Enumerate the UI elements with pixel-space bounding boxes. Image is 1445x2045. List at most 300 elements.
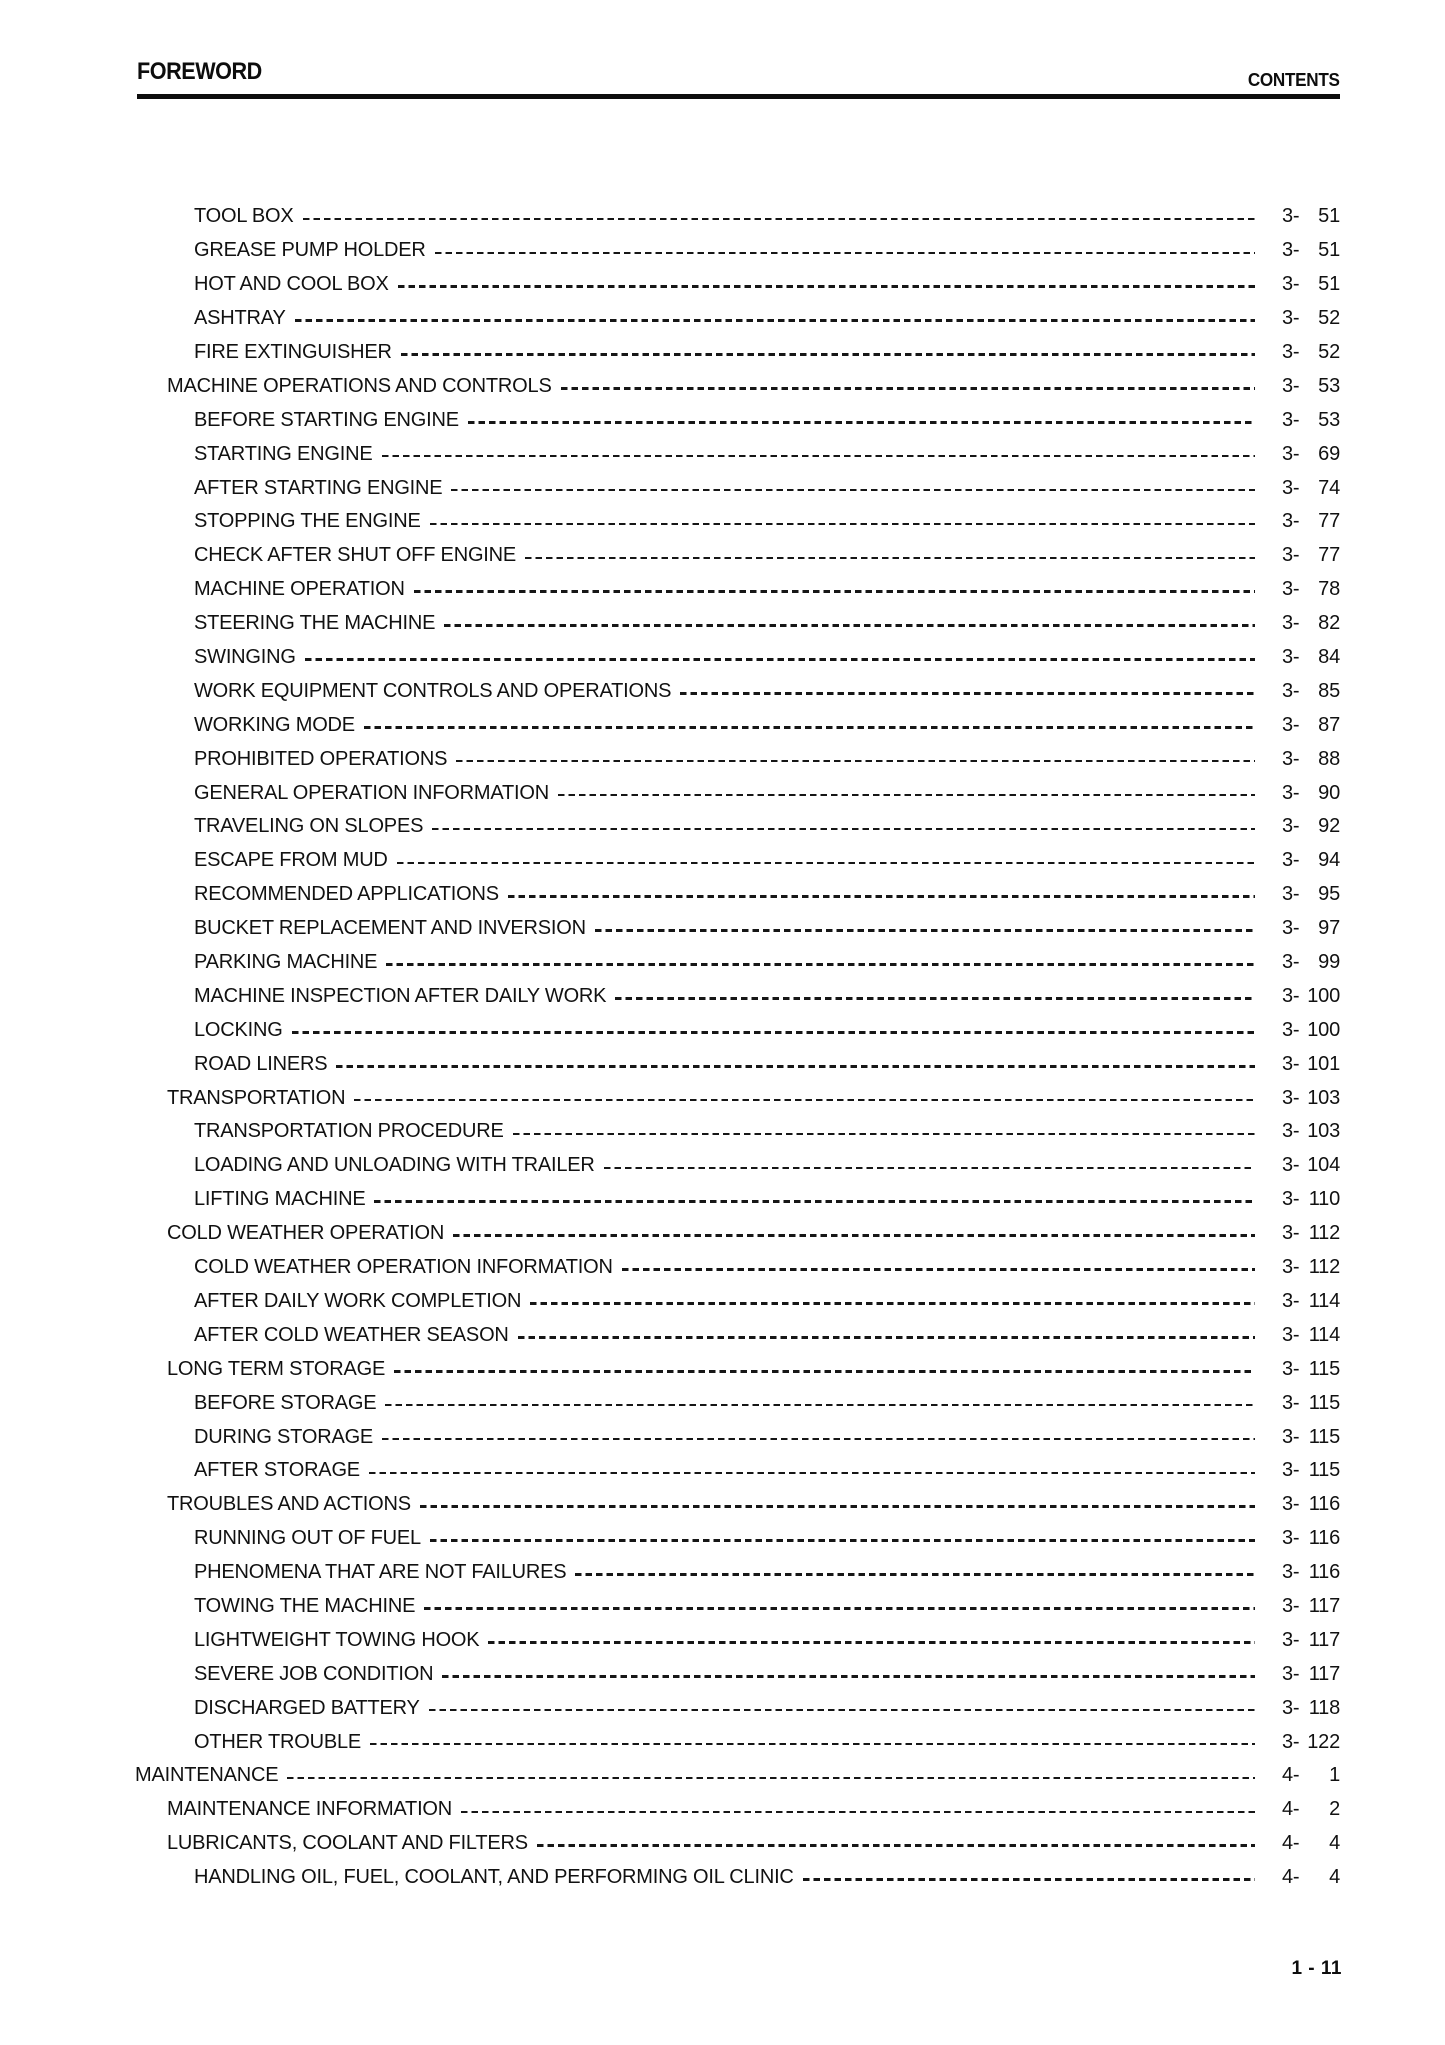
- chapter-prefix: 3-: [1282, 1628, 1300, 1651]
- toc-entry-page-reference: [1282, 1324, 1340, 1347]
- page-value: 77: [1318, 544, 1340, 567]
- page-value: 110: [1308, 1188, 1340, 1211]
- dashed-leader: [374, 1200, 1255, 1203]
- chapter-prefix: 3-: [1282, 307, 1300, 330]
- toc-entry-page-reference: [1282, 1256, 1340, 1279]
- toc-entry-page-reference: [1282, 273, 1340, 296]
- chapter-prefix: 3-: [1282, 1052, 1300, 1075]
- toc-entry-page-reference: [1282, 748, 1340, 771]
- chapter-prefix: 3-: [1282, 273, 1300, 296]
- toc-entry-title: SEVERE JOB CONDITION: [194, 1662, 434, 1685]
- toc-entry-title: TOWING THE MACHINE: [194, 1594, 416, 1617]
- toc-entry-title: HOT AND COOL BOX: [194, 273, 389, 296]
- dashed-leader: [292, 1031, 1255, 1034]
- toc-entry-page-reference: [1282, 1527, 1340, 1550]
- chapter-prefix: 3-: [1282, 510, 1300, 533]
- toc-entry-page-reference: [1282, 544, 1340, 567]
- toc-entry-page-reference: [1282, 849, 1340, 872]
- toc-entry: [135, 674, 1340, 708]
- chapter-prefix: 3-: [1282, 341, 1300, 363]
- chapter-prefix: 3-: [1282, 1120, 1300, 1143]
- toc-entry: [135, 573, 1340, 607]
- page-value: 78: [1318, 578, 1340, 601]
- toc-entry-page-reference: [1282, 1087, 1340, 1110]
- toc-entry: [135, 268, 1340, 302]
- toc-entry-page-reference: [1282, 951, 1340, 974]
- toc-entry-page-reference: [1282, 1188, 1340, 1211]
- chapter-prefix: 3-: [1282, 781, 1300, 804]
- page-value: 112: [1308, 1256, 1340, 1279]
- toc-entry-page-reference: [1282, 985, 1340, 1008]
- dashed-leader: [803, 1878, 1255, 1881]
- toc-entry: [135, 1081, 1340, 1115]
- page-value: 88: [1318, 747, 1340, 770]
- toc-entry-page-reference: [1282, 1290, 1340, 1313]
- toc-entry-title: TRANSPORTATION: [167, 1086, 346, 1109]
- toc-entry-page-reference: [1282, 477, 1340, 500]
- dashed-leader: [369, 1472, 1255, 1475]
- dashed-leader: [453, 1234, 1255, 1237]
- page-value: 90: [1318, 781, 1340, 804]
- toc-entry: [135, 946, 1340, 980]
- dashed-leader: [401, 353, 1255, 356]
- chapter-prefix: 3-: [1282, 1323, 1300, 1346]
- toc-entry-title: LONG TERM STORAGE: [167, 1357, 386, 1380]
- page-value: 85: [1318, 679, 1340, 702]
- dashed-leader: [354, 1099, 1255, 1102]
- dashed-leader: [513, 1133, 1255, 1136]
- toc-entry-page-reference: [1282, 714, 1340, 737]
- toc-entry: [135, 1047, 1340, 1081]
- page-value: 87: [1318, 713, 1340, 736]
- chapter-prefix: 3-: [1282, 239, 1300, 262]
- toc-entry-title: BEFORE STORAGE: [194, 1391, 377, 1414]
- toc-entry-page-reference: [1282, 1053, 1340, 1076]
- dashed-leader: [595, 929, 1255, 932]
- chapter-prefix: 3-: [1282, 408, 1300, 431]
- toc-entry: [135, 1217, 1340, 1251]
- page-value: 97: [1318, 917, 1340, 940]
- toc-entry: [135, 844, 1340, 878]
- page-value: 116: [1308, 1493, 1340, 1516]
- toc-entry-title: TRANSPORTATION PROCEDURE: [194, 1120, 504, 1143]
- page-value: 74: [1318, 476, 1340, 499]
- chapter-prefix: 3-: [1282, 612, 1300, 635]
- toc-entry-page-reference: [1282, 443, 1340, 466]
- toc-entry-page-reference: [1282, 239, 1340, 262]
- toc-entry: [135, 1318, 1340, 1352]
- toc-entry: [135, 1013, 1340, 1047]
- toc-entry-title: ROAD LINERS: [194, 1052, 328, 1075]
- toc-entry-title: HANDLING OIL, FUEL, COOLANT, AND PERFORMING OIL CLINIC: [194, 1866, 794, 1889]
- dashed-leader: [364, 726, 1255, 729]
- toc-entry: [135, 1623, 1340, 1657]
- page-value: 1: [1329, 1764, 1340, 1787]
- page-value: 2: [1329, 1798, 1340, 1821]
- dashed-leader: [432, 828, 1255, 831]
- page-value: 117: [1308, 1594, 1340, 1617]
- chapter-prefix: 3-: [1282, 442, 1300, 465]
- chapter-prefix: 3-: [1282, 713, 1300, 736]
- page-value: 112: [1308, 1222, 1340, 1245]
- toc-entry-title: ASHTRAY: [194, 307, 286, 330]
- dashed-leader: [382, 455, 1255, 458]
- page-value: 4: [1329, 1832, 1340, 1855]
- toc-entry-page-reference: [1282, 1663, 1340, 1686]
- toc-entry-page-reference: [1282, 612, 1340, 635]
- page-value: 103: [1307, 1086, 1340, 1109]
- toc-entry-title: STARTING ENGINE: [194, 442, 373, 465]
- dashed-leader: [680, 692, 1255, 695]
- dashed-leader: [604, 1167, 1255, 1170]
- page-value: 99: [1318, 951, 1340, 974]
- dashed-leader: [382, 1438, 1255, 1441]
- toc-entry: [135, 505, 1340, 539]
- dashed-leader: [451, 489, 1255, 492]
- dashed-leader: [386, 963, 1255, 966]
- toc-entry-title: SWINGING: [194, 646, 296, 669]
- chapter-prefix: 4-: [1282, 1798, 1300, 1821]
- dashed-leader: [537, 1844, 1255, 1847]
- page-value: 103: [1307, 1120, 1340, 1143]
- toc-entry-page-reference: [1282, 1764, 1340, 1787]
- toc-entry-title: COLD WEATHER OPERATION INFORMATION: [194, 1256, 613, 1279]
- toc-entry-page-reference: [1282, 375, 1340, 398]
- toc-entry: [135, 302, 1340, 336]
- toc-entry: [135, 1488, 1340, 1522]
- page-value: 101: [1307, 1052, 1340, 1075]
- chapter-prefix: 3-: [1282, 646, 1300, 669]
- toc-entry: [135, 607, 1340, 641]
- toc-entry-title: ESCAPE FROM MUD: [194, 849, 388, 872]
- toc-entry-title: GENERAL OPERATION INFORMATION: [194, 781, 549, 804]
- toc-entry-page-reference: [1282, 1222, 1340, 1245]
- page-value: 118: [1308, 1696, 1340, 1719]
- toc-entry-title: COLD WEATHER OPERATION: [167, 1222, 445, 1245]
- dashed-leader: [435, 252, 1255, 255]
- page-value: 69: [1318, 442, 1340, 465]
- dashed-leader: [385, 1404, 1255, 1407]
- toc-entry: [135, 1759, 1340, 1793]
- toc-entry: [135, 1657, 1340, 1691]
- page-value: 92: [1318, 815, 1340, 838]
- page-value: 104: [1307, 1154, 1340, 1177]
- toc-entry-page-reference: [1282, 782, 1340, 805]
- toc-entry: [135, 742, 1340, 776]
- toc-entry: [135, 1793, 1340, 1827]
- toc-entry: [135, 1115, 1340, 1149]
- toc-entry-title: LIGHTWEIGHT TOWING HOOK: [194, 1628, 480, 1651]
- chapter-prefix: 3-: [1282, 1696, 1300, 1719]
- toc-entry-title: BEFORE STARTING ENGINE: [194, 408, 459, 431]
- chapter-prefix: 3-: [1282, 1594, 1300, 1617]
- page-value: 53: [1318, 374, 1340, 397]
- toc-entry: [135, 1691, 1340, 1725]
- toc-entry: [135, 979, 1340, 1013]
- toc-entry-title: PROHIBITED OPERATIONS: [194, 747, 448, 770]
- dashed-leader: [303, 218, 1255, 221]
- dashed-leader: [468, 421, 1255, 424]
- page-value: 115: [1308, 1459, 1340, 1482]
- chapter-prefix: 3-: [1282, 1188, 1300, 1211]
- toc-entry-title: STEERING THE MACHINE: [194, 612, 436, 635]
- dashed-leader: [424, 1607, 1255, 1610]
- dashed-leader: [456, 760, 1255, 763]
- chapter-prefix: 3-: [1282, 544, 1300, 567]
- toc-entry: [135, 1420, 1340, 1454]
- toc-entry-title: MAINTENANCE: [135, 1764, 279, 1787]
- toc-entry: [135, 776, 1340, 810]
- toc-entry-title: AFTER STARTING ENGINE: [194, 476, 443, 499]
- page-value: 122: [1307, 1730, 1340, 1753]
- toc-entry-title: OTHER TROUBLE: [194, 1730, 362, 1753]
- toc-entry-page-reference: [1282, 341, 1340, 364]
- toc-entry-title: LUBRICANTS, COOLANT AND FILTERS: [167, 1832, 528, 1855]
- dashed-leader: [508, 895, 1255, 898]
- page-value: 117: [1308, 1628, 1340, 1651]
- toc-entry: [135, 810, 1340, 844]
- page-value: 95: [1318, 883, 1340, 906]
- chapter-prefix: 3-: [1282, 476, 1300, 499]
- dashed-leader: [488, 1641, 1255, 1644]
- chapter-prefix: 4-: [1282, 1866, 1300, 1889]
- page-value: 51: [1318, 273, 1340, 296]
- dashed-leader: [430, 523, 1255, 526]
- toc-entry-title: AFTER COLD WEATHER SEASON: [194, 1323, 509, 1346]
- chapter-prefix: 3-: [1282, 205, 1300, 228]
- chapter-prefix: 4-: [1282, 1764, 1300, 1787]
- toc-entry: [135, 1386, 1340, 1420]
- dashed-leader: [370, 1743, 1255, 1746]
- page-value: 52: [1318, 307, 1340, 330]
- toc-entry-page-reference: [1282, 1561, 1340, 1584]
- dashed-leader: [305, 658, 1255, 661]
- toc-entry: [135, 234, 1340, 268]
- toc-entry: [135, 1827, 1340, 1861]
- header-rule: [137, 94, 1340, 99]
- header-section-title: FOREWORD: [137, 58, 262, 85]
- toc-entry-page-reference: [1282, 1798, 1340, 1821]
- toc-entry: [135, 1285, 1340, 1319]
- chapter-prefix: 3-: [1282, 1357, 1300, 1380]
- page-value: 115: [1308, 1357, 1340, 1380]
- dashed-leader: [561, 387, 1255, 390]
- chapter-prefix: 3-: [1282, 747, 1300, 770]
- toc-entry-page-reference: [1282, 1459, 1340, 1482]
- chapter-prefix: 3-: [1282, 1493, 1300, 1516]
- toc-entry-page-reference: [1282, 1629, 1340, 1652]
- chapter-prefix: 3-: [1282, 1730, 1300, 1753]
- chapter-prefix: 3-: [1282, 374, 1300, 397]
- toc-entry-title: TOOL BOX: [194, 205, 294, 228]
- dashed-leader: [414, 590, 1255, 593]
- chapter-prefix: 3-: [1282, 1289, 1300, 1312]
- toc-entry-page-reference: [1282, 409, 1340, 432]
- toc-entry-title: LOADING AND UNLOADING WITH TRAILER: [194, 1154, 595, 1177]
- dashed-leader: [442, 1675, 1255, 1678]
- toc-entry-page-reference: [1282, 1697, 1340, 1720]
- chapter-prefix: 3-: [1282, 1154, 1300, 1177]
- toc-entry-title: RECOMMENDED APPLICATIONS: [194, 883, 499, 906]
- dashed-leader: [397, 862, 1255, 865]
- page-value: 115: [1308, 1391, 1340, 1414]
- header-contents-label: CONTENTS: [1248, 70, 1340, 90]
- toc-entry-page-reference: [1282, 1493, 1340, 1516]
- page-value: 115: [1308, 1425, 1340, 1448]
- toc-entry-page-reference: [1282, 205, 1340, 228]
- toc-entry-title: TROUBLES AND ACTIONS: [167, 1493, 411, 1516]
- toc-entry: [135, 878, 1340, 912]
- page-value: 82: [1318, 612, 1340, 635]
- page-value: 117: [1308, 1662, 1340, 1685]
- dashed-leader: [444, 624, 1255, 627]
- dashed-leader: [398, 285, 1255, 288]
- toc-entry-title: DURING STORAGE: [194, 1425, 374, 1448]
- toc-entry: [135, 437, 1340, 471]
- toc-entry-title: RUNNING OUT OF FUEL: [194, 1527, 421, 1550]
- chapter-prefix: 3-: [1282, 815, 1300, 838]
- toc-entry-page-reference: [1282, 917, 1340, 940]
- chapter-prefix: 3-: [1282, 951, 1300, 974]
- toc-entry-page-reference: [1282, 1595, 1340, 1618]
- toc-entry: [135, 1522, 1340, 1556]
- toc-entry-title: WORK EQUIPMENT CONTROLS AND OPERATIONS: [194, 679, 672, 702]
- dashed-leader: [336, 1065, 1255, 1068]
- toc-entry-page-reference: [1282, 680, 1340, 703]
- dashed-leader: [461, 1811, 1255, 1814]
- page-value: 77: [1318, 510, 1340, 533]
- dashed-leader: [530, 1302, 1255, 1305]
- chapter-prefix: 3-: [1282, 849, 1300, 872]
- page-value: 100: [1307, 984, 1340, 1007]
- page-value: 51: [1318, 239, 1340, 262]
- toc-entry-title: MACHINE OPERATION: [194, 578, 405, 601]
- toc-entry-page-reference: [1282, 815, 1340, 838]
- toc-entry: [135, 200, 1340, 234]
- toc-entry: [135, 1556, 1340, 1590]
- dashed-leader: [430, 1539, 1255, 1542]
- dashed-leader: [429, 1709, 1255, 1712]
- toc-entry-title: LOCKING: [194, 1018, 283, 1041]
- chapter-prefix: 3-: [1282, 1086, 1300, 1109]
- toc-entry-title: DISCHARGED BATTERY: [194, 1696, 420, 1719]
- table-of-contents: [135, 200, 1340, 1895]
- toc-entry-title: LIFTING MACHINE: [194, 1188, 366, 1211]
- toc-entry: [135, 471, 1340, 505]
- chapter-prefix: 3-: [1282, 1561, 1300, 1584]
- toc-entry-page-reference: [1282, 1832, 1340, 1855]
- toc-entry-title: WORKING MODE: [194, 713, 355, 736]
- dashed-leader: [420, 1505, 1255, 1508]
- chapter-prefix: 3-: [1282, 578, 1300, 601]
- dashed-leader: [394, 1370, 1255, 1373]
- toc-entry-page-reference: [1282, 1154, 1340, 1177]
- toc-entry: [135, 1149, 1340, 1183]
- page-value: 53: [1318, 408, 1340, 431]
- page-value: 94: [1318, 849, 1340, 872]
- toc-entry-title: AFTER DAILY WORK COMPLETION: [194, 1289, 522, 1312]
- toc-entry-title: AFTER STORAGE: [194, 1459, 360, 1482]
- toc-entry-title: PHENOMENA THAT ARE NOT FAILURES: [194, 1561, 567, 1584]
- toc-entry: [135, 403, 1340, 437]
- toc-entry-page-reference: [1282, 578, 1340, 601]
- dashed-leader: [622, 1268, 1255, 1271]
- toc-entry-page-reference: [1282, 1019, 1340, 1042]
- toc-entry-title: FIRE EXTINGUISHER: [194, 341, 392, 363]
- toc-entry-title: PARKING MACHINE: [194, 951, 378, 974]
- toc-entry-page-reference: [1282, 1120, 1340, 1143]
- toc-entry-page-reference: [1282, 646, 1340, 669]
- toc-entry: [135, 539, 1340, 573]
- page-value: 51: [1318, 205, 1340, 228]
- page-value: 100: [1307, 1018, 1340, 1041]
- toc-entry: [135, 1454, 1340, 1488]
- toc-entry-page-reference: [1282, 1358, 1340, 1381]
- toc-entry: [135, 912, 1340, 946]
- toc-entry-title: MACHINE OPERATIONS AND CONTROLS: [167, 374, 552, 397]
- toc-entry-page-reference: [1282, 1731, 1340, 1754]
- toc-entry: [135, 1352, 1340, 1386]
- toc-entry-page-reference: [1282, 883, 1340, 906]
- toc-entry: [135, 369, 1340, 403]
- toc-entry: [135, 336, 1340, 370]
- toc-entry-title: MAINTENANCE INFORMATION: [167, 1798, 453, 1821]
- dashed-leader: [525, 557, 1255, 560]
- chapter-prefix: 3-: [1282, 1662, 1300, 1685]
- toc-entry-title: STOPPING THE ENGINE: [194, 510, 421, 533]
- toc-entry: [135, 1861, 1340, 1895]
- toc-entry: [135, 708, 1340, 742]
- page-number: 1 - 11: [1291, 1958, 1342, 1979]
- toc-entry-page-reference: [1282, 307, 1340, 330]
- chapter-prefix: 3-: [1282, 917, 1300, 940]
- toc-entry: [135, 1590, 1340, 1624]
- page-value: 84: [1318, 646, 1340, 669]
- toc-entry: [135, 1725, 1340, 1759]
- toc-entry-page-reference: [1282, 1426, 1340, 1449]
- page-value: 116: [1308, 1561, 1340, 1584]
- toc-entry: [135, 1251, 1340, 1285]
- chapter-prefix: 3-: [1282, 1527, 1300, 1550]
- toc-entry-page-reference: [1282, 1392, 1340, 1415]
- chapter-prefix: 3-: [1282, 1391, 1300, 1414]
- chapter-prefix: 3-: [1282, 1459, 1300, 1482]
- page-value: 52: [1318, 341, 1340, 363]
- toc-entry: [135, 1183, 1340, 1217]
- toc-entry-title: BUCKET REPLACEMENT AND INVERSION: [194, 917, 586, 940]
- toc-entry-title: CHECK AFTER SHUT OFF ENGINE: [194, 544, 517, 567]
- chapter-prefix: 3-: [1282, 883, 1300, 906]
- chapter-prefix: 3-: [1282, 679, 1300, 702]
- dashed-leader: [518, 1336, 1255, 1339]
- toc-entry: [135, 641, 1340, 675]
- toc-entry-page-reference: [1282, 510, 1340, 533]
- page-value: 4: [1329, 1866, 1340, 1889]
- chapter-prefix: 3-: [1282, 984, 1300, 1007]
- page-value: 116: [1308, 1527, 1340, 1550]
- dashed-leader: [615, 997, 1255, 1000]
- chapter-prefix: 3-: [1282, 1425, 1300, 1448]
- dashed-leader: [287, 1777, 1255, 1780]
- page-value: 114: [1308, 1323, 1340, 1346]
- toc-entry-page-reference: [1282, 1866, 1340, 1889]
- chapter-prefix: 4-: [1282, 1832, 1300, 1855]
- dashed-leader: [575, 1573, 1255, 1576]
- chapter-prefix: 3-: [1282, 1256, 1300, 1279]
- page-value: 114: [1308, 1289, 1340, 1312]
- toc-entry-title: GREASE PUMP HOLDER: [194, 239, 426, 262]
- toc-entry-title: MACHINE INSPECTION AFTER DAILY WORK: [194, 984, 607, 1007]
